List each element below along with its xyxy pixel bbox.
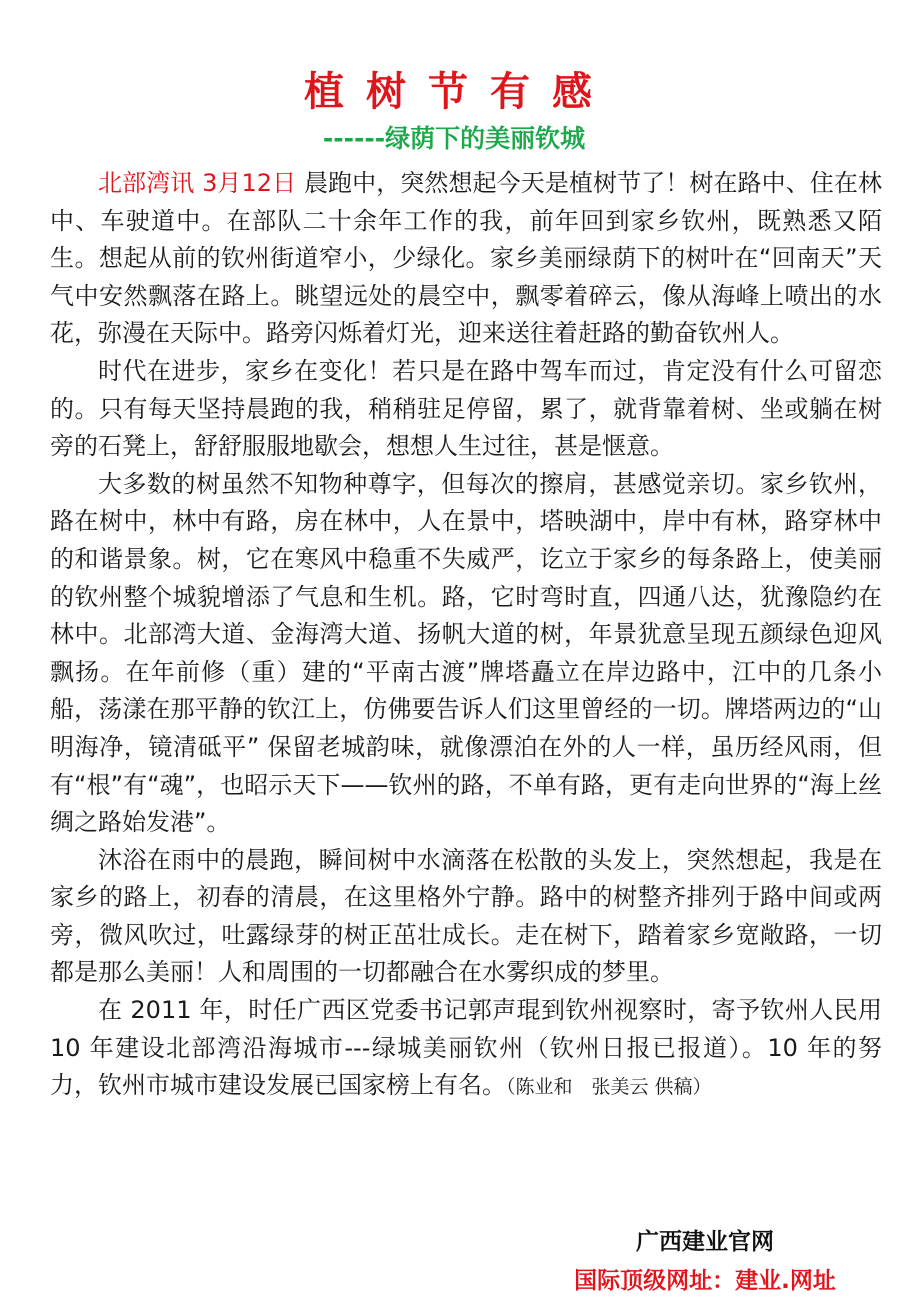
article-body [50,165,882,1107]
paragraph-3: 大多数的树虽然不知物种尊字，但每次的擦肩，甚感觉亲切。家乡钦州，路在树中，林中有路，房在林中，人在景中，塔映湖中，岸中有林，路穿林中的和谐景象。树，它在寒风中稳重不失威严，讫立于家乡的每条路上，使美丽的钦州整个城貌增添了气息和生机。路，它时弯时直，四通八达，犹豫隐约在林中。北部湾大道、金海湾大道、扬帆大道的树，年景犹意呈现五颜绿色迎风飘扬。在年前修（重）建的“平南古渡”牌塔矗立在岸边路中，江中的几条小船，荡漾在那平静的钦江上，仿佛要告诉人们这里曾经的一切。牌塔两边的“山明海净，镜清砥平” 保留老城韵味，就像漂泊在外的人一样，虽历经风雨，但有“根”有“魂”，也昭示天下——钦州的路，不单有路，更有走向世界的“海上丝绸之路始发港”。 [50,469,882,837]
footer-url-line: 国际顶级网址：建业.网址 [574,1268,836,1294]
paragraph-1-text: 晨跑中，突然想起今天是植树节了！树在路中、住在林中、车驶道中。在部队二十余年工作的我，前年回到家乡钦州，既熟悉又陌生。想起从前的钦州街道窄小，少绿化。家乡美丽绿荫下的树叶在“回南天”天气中安然飘落在路上。眺望远处的晨空中，飘零着碎云，像从海峰上喷出的水花，弥漫在天际中。路旁闪烁着灯光，迎来送往着赶路的勤奋钦州人。 [50,169,882,348]
article-subtitle: ------绿荫下的美丽钦城 [322,124,586,153]
paragraph-5 [50,992,882,1107]
paragraph-5-text: 在 2011 年，时任广西区党委书记郭声琨到钦州视察时，寄予钦州人民用 10 年建设北部湾沿海城市---绿城美丽钦州（钦州日报已报道）。10 年的努力，钦州市城市建设发展已国家榜上有名。 [50,996,882,1100]
dateline: 北部湾讯 3月12日 [98,169,304,197]
paragraph-2: 时代在进步，家乡在变化！若只是在路中驾车而过，肯定没有什么可留恋的。只有每天坚持晨跑的我，稍稍驻足停留，累了，就背靠着树、坐或躺在树旁的石凳上，舒舒服服地歇会，想想人生过往，甚是惬意。 [50,356,882,461]
paragraph-4: 沐浴在雨中的晨跑，瞬间树中水滴落在松散的头发上，突然想起，我是在家乡的路上，初春的清晨，在这里格外宁静。路中的树整齐排列于路中间或两旁，微风吹过，吐露绿芽的树正茁壮成长。走在树下，踏着家乡宽敞路，一切都是那么美丽！人和周围的一切都融合在水雾织成的梦里。 [50,845,882,987]
author-credit: （陈业和 张美云 供稿） [506,1076,712,1099]
footer-site-name: 广西建业官网 [636,1229,774,1255]
paragraph-1 [50,165,882,353]
article-title: 植树节有感 [304,68,614,115]
